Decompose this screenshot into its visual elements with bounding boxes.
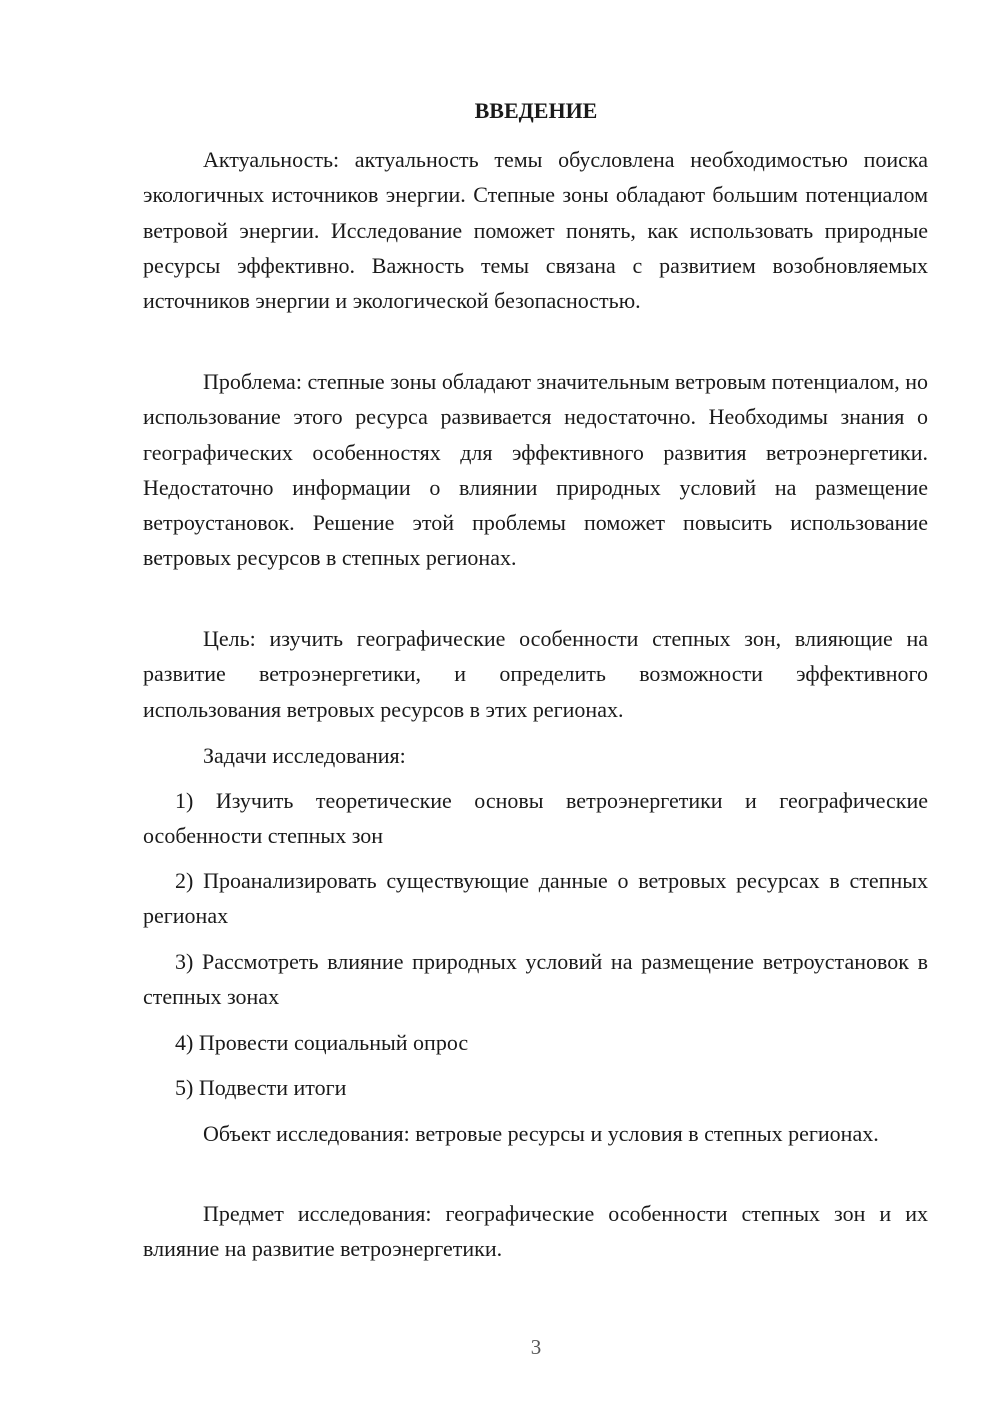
task-item: 3) Рассмотреть влияние природных условий на размещение ветроустановок в степных зонах: [143, 949, 928, 1010]
tasks-heading: Задачи исследования:: [203, 743, 406, 768]
task-item: 1) Изучить теоретические основы ветроэнергетики и географические особенности степных зон: [143, 788, 928, 849]
task-item: 4) Провести социальный опрос: [175, 1030, 469, 1055]
relevance-paragraph: Актуальность: актуальность темы обусловлена необходимостью поиска экологичных источников энергии. Степные зоны обладают большим потенциалом ветровой энергии. Исследование поможет понять, как использовать природные ресурсы эффективно. Важность темы связана с развитием возобновляемых источников энергии и экологической безопасностью.: [143, 147, 928, 314]
page-number: 3: [530, 1335, 542, 1359]
page-title: ВВЕДЕНИЕ: [474, 98, 598, 123]
subject-paragraph: Предмет исследования: географические особенности степных зон и их влияние на развитие ветроэнергетики.: [143, 1201, 928, 1262]
goal-paragraph: Цель: изучить географические особенности степных зон, влияющие на развитие ветроэнергетики, и определить возможности эффективного использования ветровых ресурсов в этих регионах.: [143, 626, 928, 722]
task-item: 2) Проанализировать существующие данные о ветровых ресурсах в степных регионах: [143, 868, 928, 929]
problem-paragraph: Проблема: степные зоны обладают значительным ветровым потенциалом, но использование этого ресурса развивается недостаточно. Необходимы знания о географических особенностях для эффективного развития ветроэнергетики. Недостаточно информации о влиянии природных условий на размещение ветроустановок. Решение этой проблемы поможет повысить использование ветровых ресурсов в степных регионах.: [143, 369, 928, 571]
object-paragraph: Объект исследования: ветровые ресурсы и условия в степных регионах.: [203, 1121, 879, 1146]
task-item: 5) Подвести итоги: [175, 1075, 347, 1100]
